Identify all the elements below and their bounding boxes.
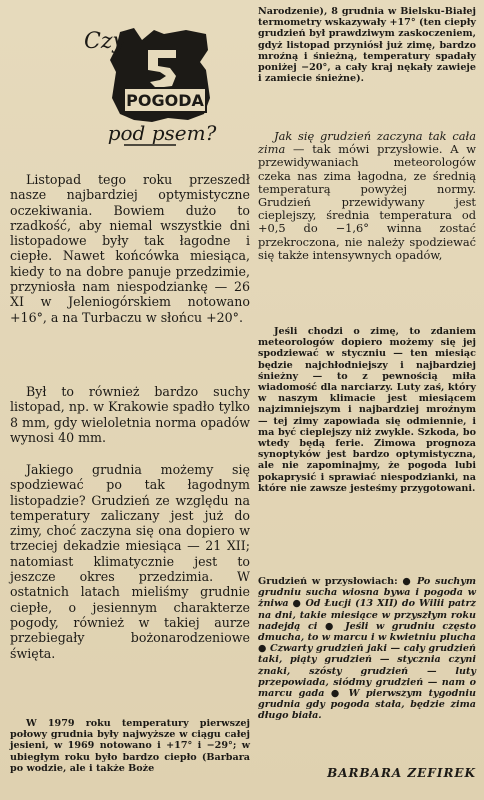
left-paragraph-2: Był to również bardzo suchy listopad, np. w Krakowie spadło tylko 8 mm, gdy wieloletnia norma opadów wynosi 40 mm. xyxy=(10,384,250,445)
author-signature: BARBARA ZEFIREK xyxy=(327,766,476,780)
logo-bottom-text: pod psem? xyxy=(107,121,217,145)
left-paragraph-3: Jakiego grudnia możemy się spodziewać po tak łagodnym listopadzie? Grudzień ze względu na temperatury zaliczany jest już do zimy, choć zaczyna się ona dopiero w trzeciej dekadzie miesiąca — 21 XII; natomiast klimatycznie jest to jeszcze okres przedzimia. W ostatnich latach mieliśmy grudnie ciepłe, o jesiennym charakterze pogody, również w takiej aurze przebiegały bożonarodzeniowe święta. xyxy=(10,462,250,661)
pogoda-logo xyxy=(72,10,222,156)
proverbs-paragraph xyxy=(258,576,476,722)
right-paragraph-3: Jeśli chodzi o zimę, to zdaniem meteorologów dopiero możemy się jej spodziewać w styczniu — ten miesiąc będzie najchłodniejszy i najbardziej śnieżny — to z pewnością miła wiadomość dla narciarzy. Luty zaś, który w naszym klimacie jest miesiącem najzimniejszym i najbardziej mroźnym — tej zimy zapowiada się odmiennie, i ma być cieplejszy niż zwykle. Szkoda, bo wtedy będą ferie. Zimowa prognoza synoptyków jest bardzo optymistyczna, ale nie zapominajmy, że pogoda lubi pokaprysić i sprawiać niespodzianki, na które nie zawsze jesteśmy przygotowani. xyxy=(258,326,476,494)
left-paragraph-4: W 1979 roku temperatury pierwszej połowy grudnia były najwyższe w ciągu całej jesieni, w 1969 notowano i +17° i −29°; w ubiegłym roku było bardzo ciepło (Barbara po wodzie, ale i także Boże xyxy=(10,718,250,774)
left-paragraph-1: Listopad tego roku przeszedł nasze najbardziej optymistyczne oczekiwania. Bowiem dużo to rzadkość, aby niemal wszystkie dni listopadowe były tak łagodne i ciepłe. Nawet końcówka miesiąca, kiedy to na dobre panuje przedzimie, przyniosła nam niespodziankę — 26 XI w Jeleniogórskiem notowano +16°, a na Turbaczu w słońcu +20°. xyxy=(10,172,250,325)
proverbs-heading: Grudzień w przysłowiach: xyxy=(258,576,398,587)
logo-main-text: POGODA xyxy=(126,91,204,110)
right-paragraph-2-rest: — tak mówi przysłowie. A w przewidywaniach meteorologów czeka nas zima łagodna, ze średnią temperaturą powyżej normy. Grudzień przewidywany jest cieplejszy, średnia temperatura od +0,5 do −1,6° winna zostać przekroczona, nie należy spodziewać się także intensywnych opadów, xyxy=(258,142,476,262)
right-paragraph-2 xyxy=(258,130,476,262)
proverbs-body: ● Po suchym grudniu sucha wiosna bywa i pogoda w żniwa ● Od Łucji (13 XII) do Wilii patrz na dni, takie miesiące w przyszłym roku nadejdą ci ● Jeśli w grudniu często dmucha, to w marcu i w kwietniu plucha ● Czwarty grudzień jaki — cały grudzień taki, piąty grudzień — stycznia czyni znaki, szósty grudzień — luty przepowiada, siódmy grudzień — nam o marcu gada ● W pierwszym tygodniu grudnia gdy pogoda stała, będzie zima długo biała. xyxy=(258,576,476,722)
proverb-italic: Jak się grudzień zaczyna tak cała zima xyxy=(258,129,476,157)
right-paragraph-1: Narodzenie), 8 grudnia w Bielsku-Białej termometry wskazywały +17° (ten ciepły grudzień był prawdziwym zaskoczeniem, gdyż listopad przyniósł już zimę, bardzo mroźną i śnieżną, temperatury spadały poniżej −20°, a cały kraj nękały zawieje i zamiecie śnieżne). xyxy=(258,6,476,85)
logo-top-text: Czy xyxy=(84,29,125,54)
